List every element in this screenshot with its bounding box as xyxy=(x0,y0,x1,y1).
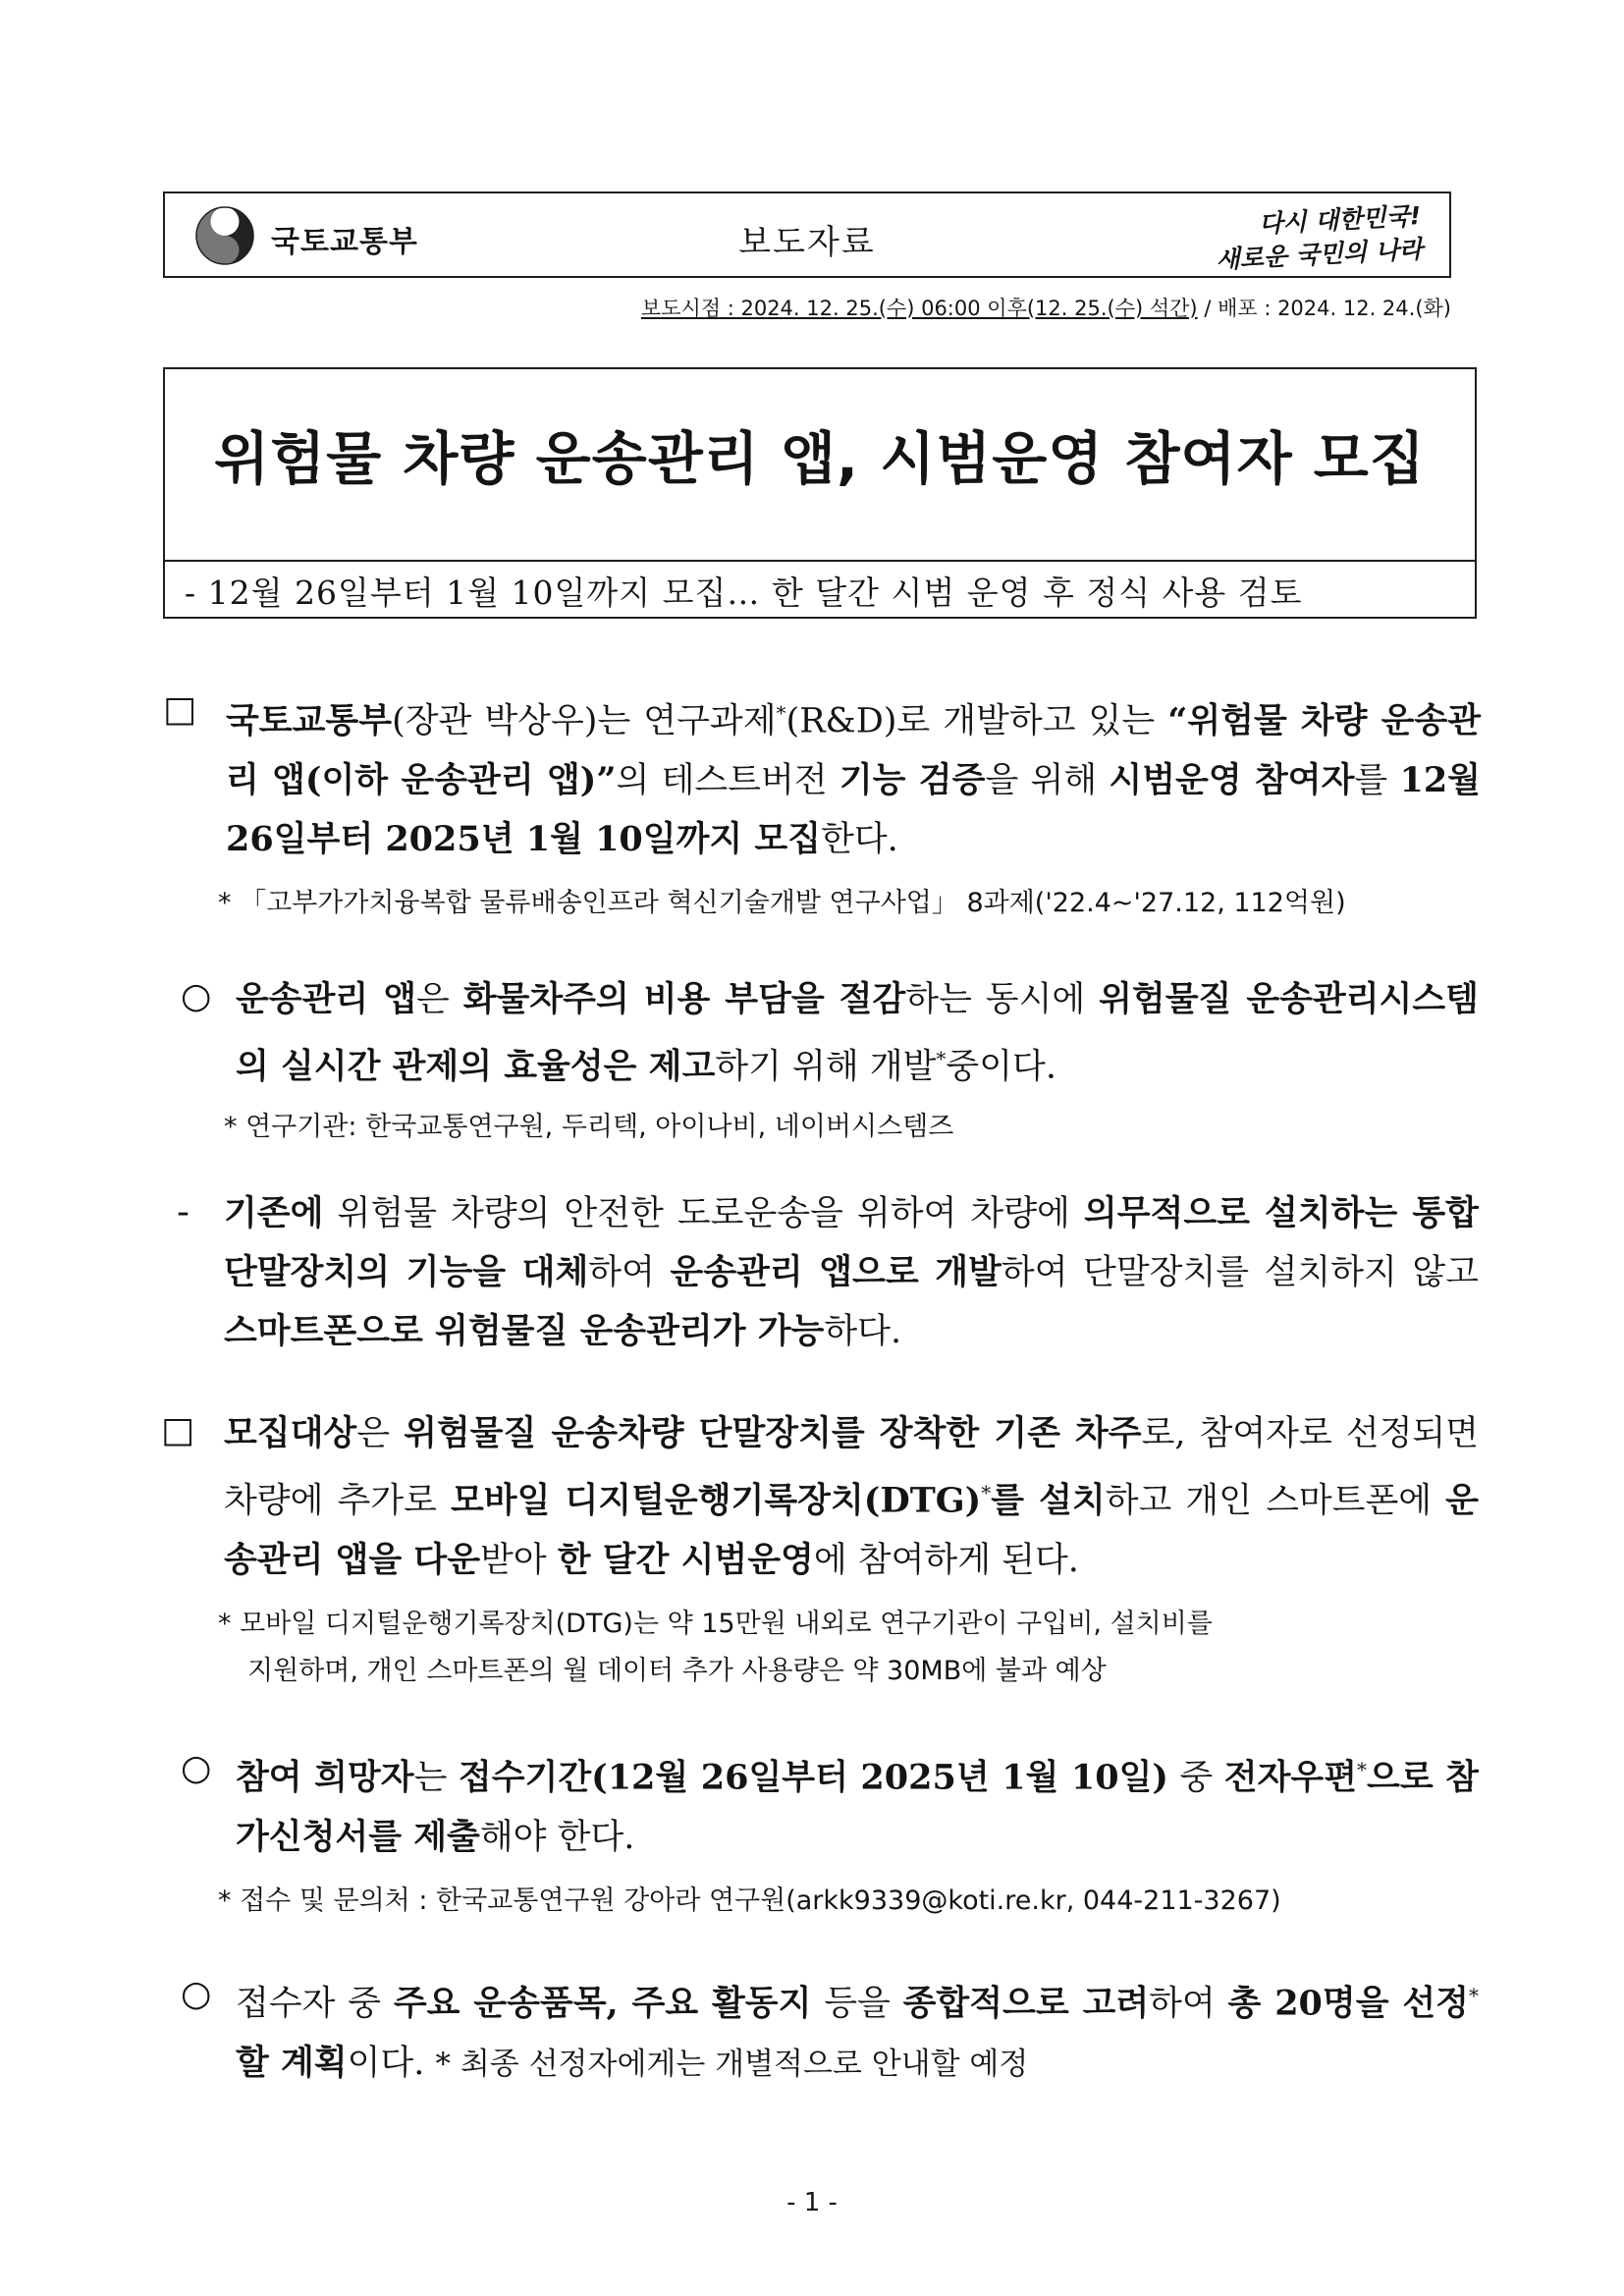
paragraph-6: 접수자 중 주요 운송품목, 주요 활동지 등을 종합적으로 고려하여 총 20명을 선정*할 계획이다. * 최종 선정자에게는 개별적으로 안내할 예정 xyxy=(236,1983,1479,2083)
footnote-2: * 연구기관: 한국교통연구원, 두리텍, 아이나비, 네이버시스템즈 xyxy=(224,1112,954,1142)
page-subtitle: - 12월 26일부터 1월 10일까지 모집… 한 달간 시범 운영 후 정식 사용 검토 xyxy=(185,574,1303,612)
paragraph-4: 모집대상은 위험물질 운송차량 단말장치를 장착한 기존 차주로, 참여자로 선정되면 차량에 추가로 모바일 디지털운행기록장치(DTG)*를 설치하고 개인 스마트폰에 운송관리 앱을 다운받아 한 달간 시범운영에 참여하게 된다. xyxy=(224,1413,1479,1580)
document-type: 보도자료 xyxy=(738,223,876,262)
paragraph-3: 기존에 위험물 차량의 안전한 도로운송을 위하여 차량에 의무적으로 설치하는 통합단말장치의 기능을 대체하여 운송관리 앱으로 개발하여 단말장치를 설치하지 않고 스마트폰으로 위험물질 운송관리가 가능하다. xyxy=(224,1193,1479,1351)
distribution-date: / 배포 : 2024. 12. 24.(화) xyxy=(1197,297,1451,320)
paragraph-1: 국토교통부(장관 박상우)는 연구과제*(R&D)로 개발하고 있는 “위험물 차량 운송관리 앱(이하 운송관리 앱)”의 테스트버전 기능 검증을 위해 시범운영 참여자를 12월 26일부터 2025년 1월 10일까지 모집한다. xyxy=(226,700,1481,859)
subtitle-box xyxy=(163,558,1477,619)
circle-bullet-icon: ○ xyxy=(181,1748,212,1788)
footnote-1: * 「고부가가치융복합 물류배송인프라 혁신기술개발 연구사업」 8과제('22.4~'27.12, 112억원) xyxy=(218,888,1346,918)
paragraph-2: 운송관리 앱은 화물차주의 비용 부담을 절감하는 동시에 위험물질 운송관리시스템의 실시간 관제의 효율성은 제고하기 위해 개발*중이다. xyxy=(236,979,1479,1087)
footnote-4-line-1: * 모바일 디지털운행기록장치(DTG)는 약 15만원 내외로 연구기관이 구입비, 설치비를 xyxy=(218,1609,1213,1639)
paragraph-5: 참여 희망자는 접수기간(12월 26일부터 2025년 1월 10일) 중 전자우편*으로 참가신청서를 제출해야 한다. xyxy=(236,1757,1479,1857)
slogan xyxy=(1126,199,1424,282)
release-time: 보도시점 : 2024. 12. 25.(수) 06:00 이후(12. 25.(수) 석간) xyxy=(640,297,1198,320)
page-number: - 1 - xyxy=(786,2188,838,2217)
page-title: 위험물 차량 운송관리 앱, 시범운영 참여자 모집 xyxy=(214,425,1426,492)
slogan-line-1: 다시 대한민국! xyxy=(1258,201,1422,239)
header-box xyxy=(163,191,1451,278)
release-info xyxy=(641,293,1451,322)
circle-bullet-icon: ○ xyxy=(181,1974,212,2014)
square-bullet-icon: □ xyxy=(163,689,197,730)
slogan-line-2: 새로운 국민의 나라 xyxy=(1215,234,1424,274)
dash-bullet: - xyxy=(177,1192,189,1232)
square-bullet-icon: □ xyxy=(161,1410,195,1450)
title-box xyxy=(163,367,1477,562)
footnote-5: * 접수 및 문의처 : 한국교통연구원 강아라 연구원(arkk9339@koti.re.kr, 044-211-3267) xyxy=(218,1886,1281,1916)
footnote-4-line-2: 지원하며, 개인 스마트폰의 월 데이터 추가 사용량은 약 30MB에 불과 예상 xyxy=(247,1656,1107,1686)
circle-bullet-icon: ○ xyxy=(181,976,212,1016)
ministry-name: 국토교통부 xyxy=(271,225,418,259)
